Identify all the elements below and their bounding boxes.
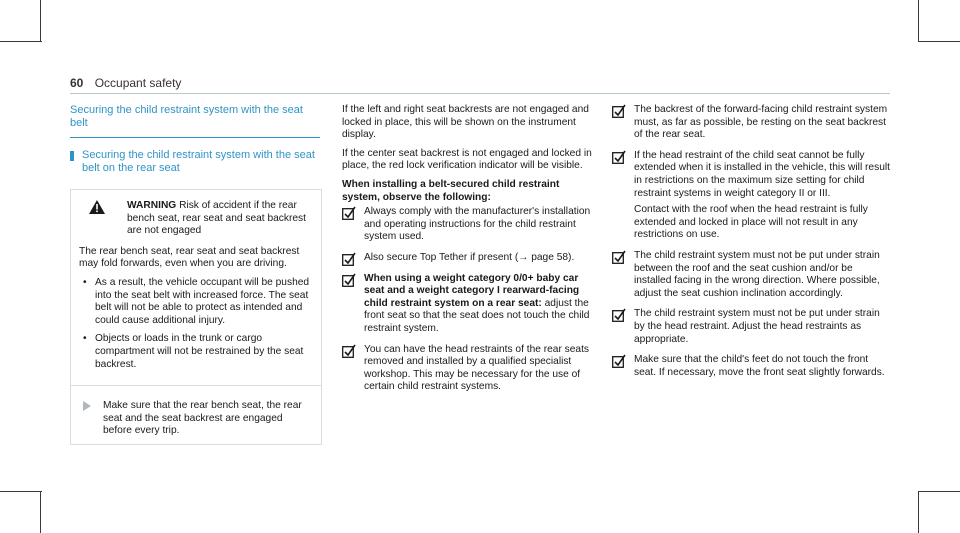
checklist-bold-text: When using a weight category 0/0+ baby car seat and a weight category I rearward-facing child restraint system on a rear seat: <box>364 272 580 309</box>
crop-mark <box>918 491 919 533</box>
action-text: Make sure that the rear bench seat, the rear seat and the seat backrest are engaged before every trip. <box>103 400 302 437</box>
section-title: Securing the child restraint system with the seat belt <box>70 104 303 129</box>
checkbox-icon <box>342 344 356 358</box>
section-name: Occupant safety <box>94 76 182 90</box>
checkbox-icon <box>342 206 356 220</box>
crop-mark <box>0 491 42 492</box>
checklist-item <box>342 273 592 336</box>
warning-text: The rear bench seat, rear seat and seat backrest may fold forwards, even when you are driving. <box>79 245 300 270</box>
crop-mark <box>0 41 42 42</box>
column-left <box>70 104 320 445</box>
paragraph: If the left and right seat backrests are not engaged and locked in place, this will be shown on the instrument display. <box>342 104 589 141</box>
crop-mark <box>40 0 41 42</box>
column-right <box>612 104 892 387</box>
checkbox-icon <box>342 252 356 266</box>
checkbox-icon <box>612 104 626 118</box>
column-middle <box>342 104 592 402</box>
checklist-item <box>342 206 592 244</box>
checklist-item <box>612 250 892 300</box>
checklist-item <box>342 344 592 394</box>
paragraph: If the center seat backrest is not engaged and locked in place, the red lock verification indicator will be visible. <box>342 147 592 172</box>
page-header <box>70 76 181 90</box>
warning-lead: Risk of accident if the rear bench seat, rear seat and seat backrest are not engaged <box>127 200 306 237</box>
checkbox-icon <box>612 308 626 322</box>
checklist-item <box>342 252 592 265</box>
checkbox-icon <box>612 150 626 164</box>
action-box <box>70 386 322 445</box>
checklist-text: The backrest of the forward-facing child restraint system must, as far as possible, be resting on the seat backrest of the rear seat. <box>634 104 888 141</box>
checklist-item <box>612 150 892 200</box>
checklist-text: Make sure that the child's feet do not touch the front seat. If necessary, move the front seat slightly forwards. <box>634 354 885 378</box>
header-divider <box>70 93 890 94</box>
warning-label: WARNING <box>127 200 177 211</box>
list-item: • Objects or loads in the trunk or cargo compartment will not be restrained by the seat backrest. <box>79 333 311 371</box>
checklist-text: The child restraint system must not be put under strain between the roof and the seat cushion and/or be installed facing in the wrong direction. Where possible, adjust the seat cushion inclination accordingly. <box>634 249 880 299</box>
checklist-text: Also secure Top Tether if present (→ page 58). <box>364 251 575 263</box>
checkbox-icon <box>612 250 626 264</box>
checklist-text: You can have the head restraints of the rear seats removed and installed by a qualified specialist workshop. This may be necessary for the use of certain child restraint systems. <box>364 343 590 393</box>
list-item: • As a result, the vehicle occupant will be pushed into the seat belt with increased force. The seat belt will not be able to protect as intended and could cause additional injury. <box>79 277 311 327</box>
crop-mark <box>40 491 41 533</box>
checklist-text: Always comply with the manufacturer's installation and operating instructions for the child restraint system used. <box>364 206 591 243</box>
crop-mark <box>918 0 919 42</box>
instruction-heading: When installing a belt-secured child restraint system, observe the following: <box>342 178 560 203</box>
checklist-item <box>612 104 892 142</box>
checklist-text: If the head restraint of the child seat cannot be fully extended when it is installed in the vehicle, this will result in restrictions on the maximum size setting for child restraint systems in weight category II or III. <box>634 149 890 199</box>
action-arrow-icon <box>83 401 91 411</box>
checklist-text: adjust the front seat so that the seat does not touch the child restraint system. <box>364 297 590 334</box>
crop-mark <box>918 491 960 492</box>
checklist-item <box>612 354 892 379</box>
crop-mark <box>918 41 960 42</box>
section-divider <box>70 137 320 138</box>
checklist-text: The child restraint system must not be put under strain by the head restraint. Adjust the head restraints as appropriate. <box>634 308 880 345</box>
checklist-item <box>612 308 892 346</box>
subsection-marker <box>70 151 74 161</box>
warning-box <box>70 189 322 386</box>
contact-note: Contact with the roof when the head restraint is fully extended and locked in place will not result in any restrictions on use. <box>634 204 868 241</box>
page-number: 60 <box>70 76 84 90</box>
checkbox-icon <box>612 354 626 368</box>
checkbox-icon <box>342 273 356 287</box>
subsection-title-text: Securing the child restraint system with the seat belt on the rear seat <box>82 149 315 174</box>
warning-triangle-icon <box>89 200 105 214</box>
warning-bullets <box>79 277 311 371</box>
warning-header <box>79 200 311 238</box>
action-step <box>79 400 311 438</box>
subsection-title <box>70 149 320 175</box>
